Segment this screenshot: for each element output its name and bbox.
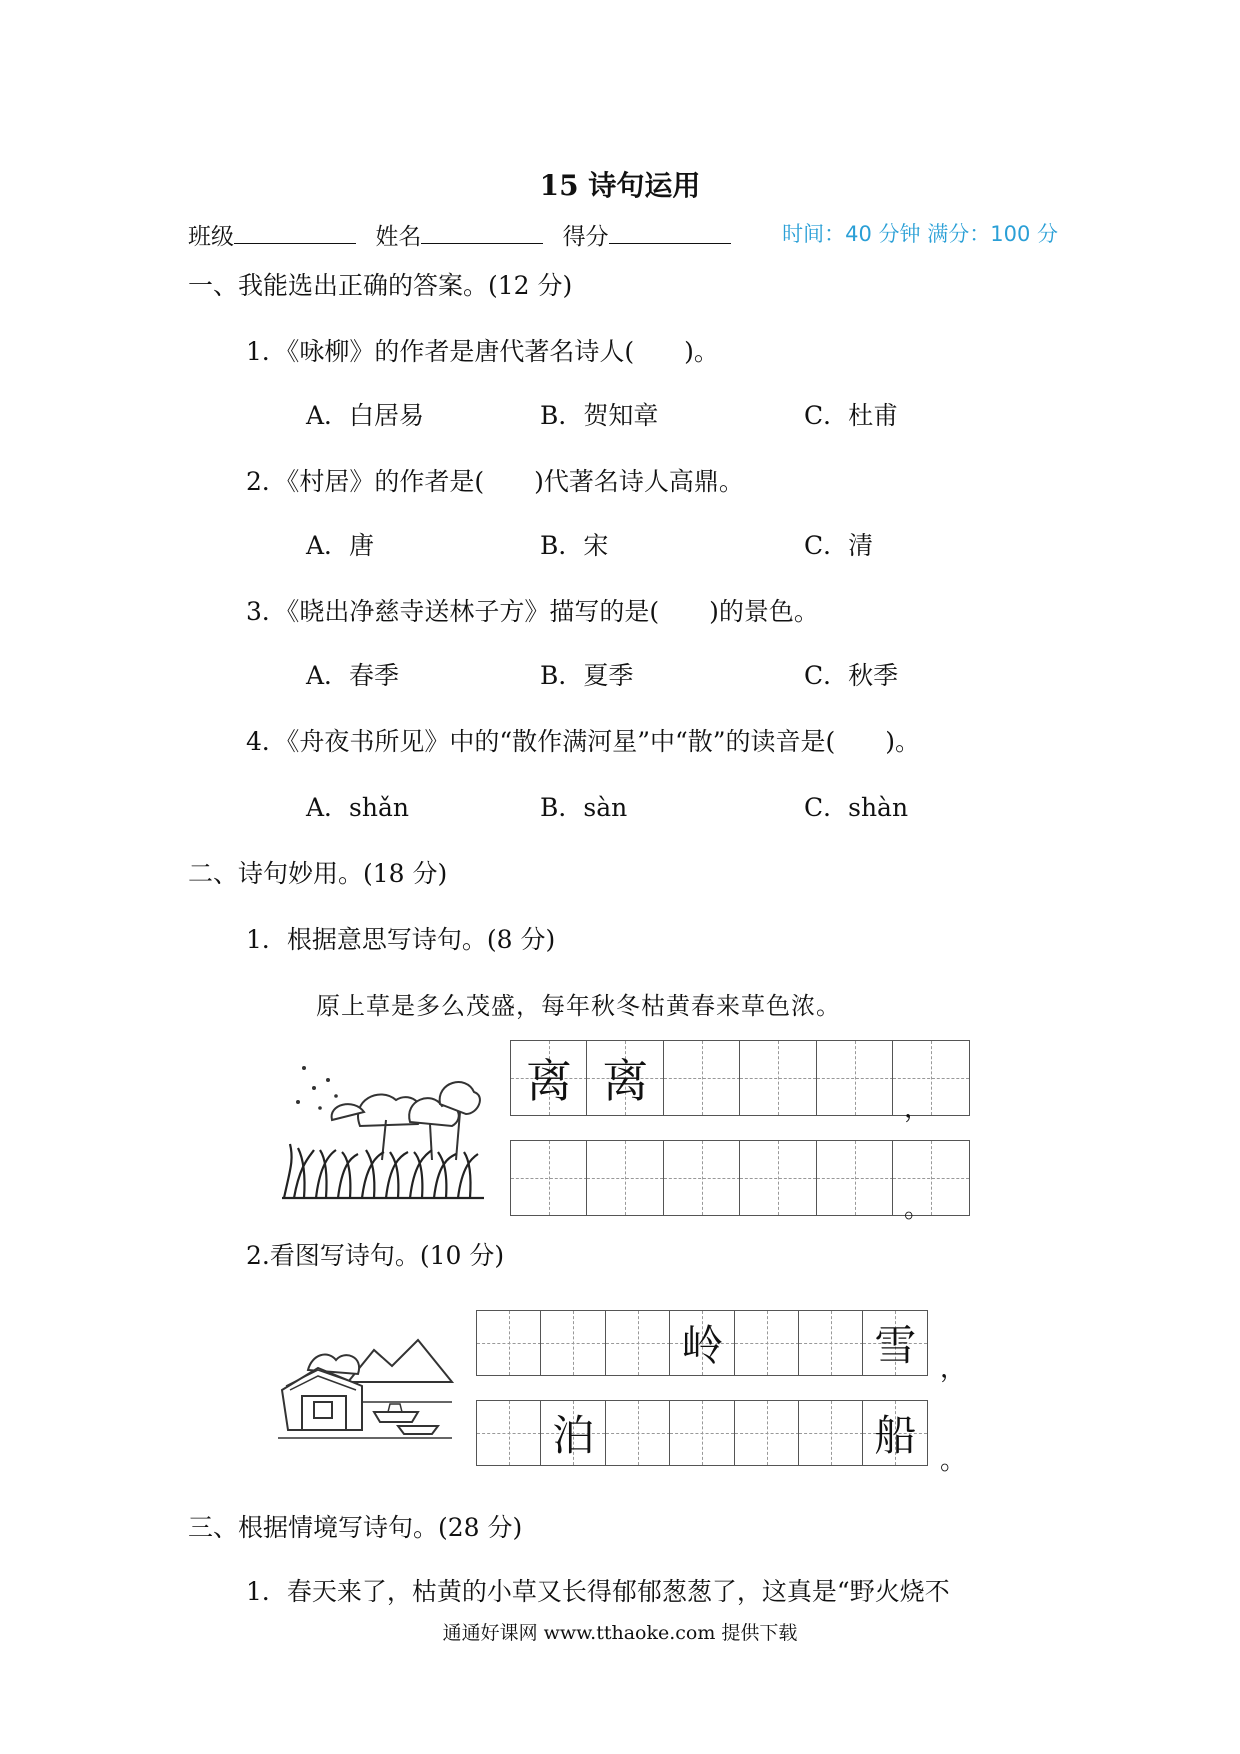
s2-question-2-stem: 2.看图写诗句。(10 分) [246,1241,505,1270]
section2.q2.row2-char [735,1401,799,1465]
section2.q2.row2-char [799,1401,863,1465]
section2.q1.row2-cell[interactable] [816,1140,894,1216]
section2.q1.row1-cell[interactable] [816,1040,894,1116]
section2.q2.row1-cell[interactable] [540,1310,606,1376]
info-bar [188,218,1058,251]
section2.q1.row2-cell[interactable] [510,1140,588,1216]
name-blank[interactable] [421,221,543,244]
section2.q2.row1-char [606,1311,670,1375]
house-boat-illustration [278,1330,454,1442]
section2.q2.row2-char: 船 [874,1411,917,1460]
class-blank[interactable] [234,221,356,244]
section2.q2.row2-cell[interactable] [476,1400,542,1466]
s2q1-row2 [510,1140,968,1216]
q2-option-b[interactable]: B．宋 [540,531,609,560]
s3-question-1-stem: 1．春天来了，枯黄的小草又长得郁郁葱葱了，这真是“野火烧不 [246,1577,950,1606]
section2.q2.row1-cell[interactable] [605,1310,671,1376]
q4-option-a[interactable]: A．shǎn [306,793,409,822]
section2.q2.row1-cell[interactable] [476,1310,542,1376]
section2.q2.row1-cell[interactable] [669,1310,735,1376]
section2.q2.row2-cell[interactable] [798,1400,864,1466]
q4-option-b[interactable]: B．sàn [540,793,628,822]
question-1-stem: 1．《咏柳》的作者是唐代著名诗人( )。 [246,337,719,366]
q3-option-b[interactable]: B．夏季 [540,661,634,690]
section2.q1.row2-cell[interactable] [892,1140,970,1216]
section2.q1.row1-char [817,1041,893,1115]
section2.q2.row1-char [541,1311,605,1375]
s2q2-row2-punct: 。 [940,1446,967,1476]
section2.q2.row1-char [799,1311,863,1375]
s2q2-row2 [476,1400,927,1466]
q2-option-c[interactable]: C．清 [804,531,874,560]
page-title: 15 诗句运用 [539,169,701,202]
score-blank[interactable] [609,221,731,244]
section2.q1.row2-char [511,1141,587,1215]
section2.q2.row1-char [477,1311,541,1375]
section2.q1.row1-cell[interactable] [510,1040,588,1116]
section2.q1.row1-char [893,1041,969,1115]
q1-option-b[interactable]: B．贺知章 [540,401,659,430]
section2.q2.row1-cell[interactable] [798,1310,864,1376]
section2.q2.row2-char: 泊 [552,1411,595,1460]
section2.q2.row1-cell[interactable] [734,1310,800,1376]
section2.q2.row2-char [606,1401,670,1465]
section3-heading: 三、根据情境写诗句。(28 分) [188,1513,523,1542]
s2q1-row1 [510,1040,968,1116]
section2.q2.row1-char [735,1311,799,1375]
section2.q1.row2-char [664,1141,740,1215]
name-label: 姓名 [375,224,422,250]
q1-option-a[interactable]: A．白居易 [306,401,425,430]
section2.q1.row2-cell[interactable] [739,1140,817,1216]
q1-option-c[interactable]: C．杜甫 [804,401,899,430]
section2.q1.row2-char [587,1141,663,1215]
section2.q2.row2-cell[interactable] [669,1400,735,1466]
section2.q2.row1-char: 雪 [874,1321,917,1370]
section2.q1.row2-char [740,1141,816,1215]
section2.q2.row2-char [477,1401,541,1465]
section2.q2.row2-cell[interactable] [734,1400,800,1466]
q4-option-c[interactable]: C．shàn [804,793,909,822]
score-label: 得分 [562,224,609,250]
q3-option-c[interactable]: C．秋季 [804,661,899,690]
section2.q1.row1-cell[interactable] [663,1040,741,1116]
question-4-stem: 4．《舟夜书所见》中的“散作满河星”中“散”的读音是( )。 [246,727,921,756]
s2q2-row1 [476,1310,927,1376]
time-info: 时间：40 分钟 满分：100 分 [782,222,1058,246]
s2q1-row2-punct: 。 [904,1194,931,1224]
section1-heading: 一、我能选出正确的答案。(12 分) [188,271,573,300]
section2.q1.row1-cell[interactable] [892,1040,970,1116]
section2.q1.row2-cell[interactable] [586,1140,664,1216]
s2q1-row1-punct: ， [904,1094,931,1124]
section2.q1.row1-char [740,1041,816,1115]
section2.q2.row1-char: 岭 [681,1321,724,1370]
grass-illustration [280,1060,486,1202]
section2.q1.row2-char [893,1141,969,1215]
q2-option-a[interactable]: A．唐 [306,531,375,560]
poem-meaning: 原上草是多么茂盛，每年秋冬枯黄春来草色浓。 [316,992,841,1020]
section2.q2.row1-cell[interactable] [862,1310,928,1376]
section2.q1.row1-cell[interactable] [739,1040,817,1116]
section2-heading: 二、诗句妙用。(18 分) [188,859,448,888]
s2-question-1-stem: 1．根据意思写诗句。(8 分) [246,925,556,954]
section2.q2.row2-cell[interactable] [605,1400,671,1466]
footer-credit: 通通好课网 www.tthaoke.com 提供下载 [442,1622,798,1644]
section2.q1.row1-cell[interactable] [586,1040,664,1116]
section2.q1.row1-char: 离 [602,1054,649,1108]
q3-option-a[interactable]: A．春季 [306,661,400,690]
section2.q1.row1-char [664,1041,740,1115]
section2.q1.row2-char [817,1141,893,1215]
section2.q2.row2-char [670,1401,734,1465]
section2.q2.row2-cell[interactable] [540,1400,606,1466]
section2.q1.row1-char: 离 [526,1054,572,1108]
section2.q1.row2-cell[interactable] [663,1140,741,1216]
class-label: 班级 [188,224,234,250]
section2.q2.row2-cell[interactable] [862,1400,928,1466]
question-3-stem: 3．《晓出净慈寺送林子方》描写的是( )的景色。 [246,597,819,626]
s2q2-row1-punct: ， [940,1354,967,1384]
question-2-stem: 2．《村居》的作者是( )代著名诗人高鼎。 [246,467,744,496]
